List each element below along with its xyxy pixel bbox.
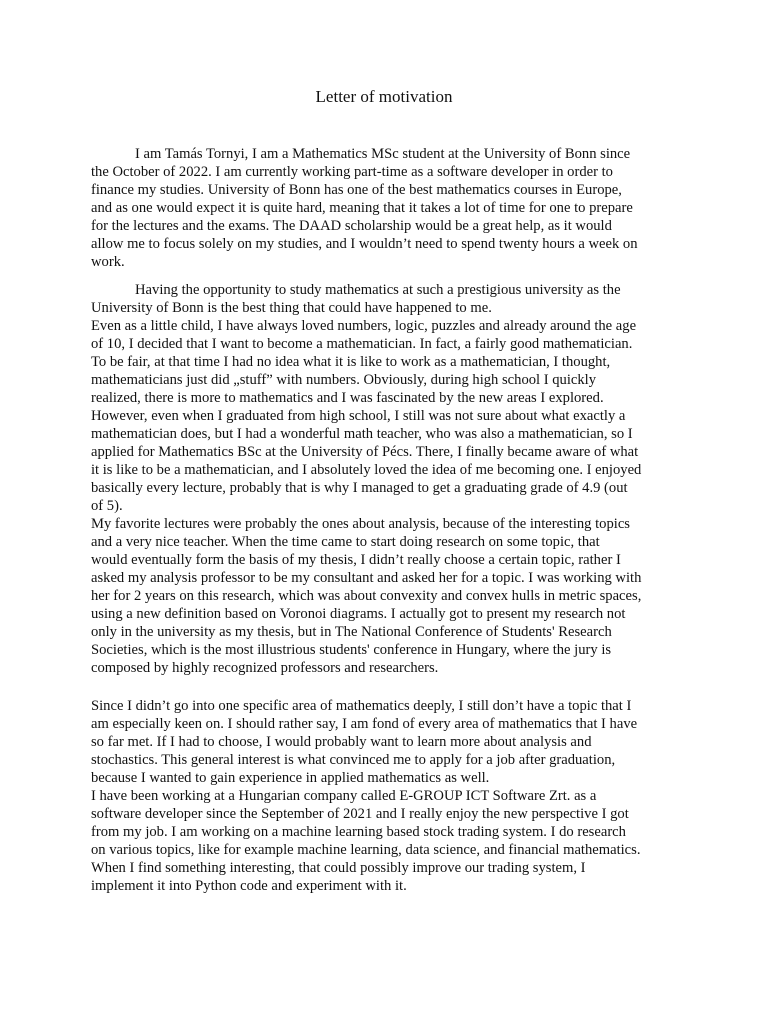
text-line: finance my studies. University of Bonn has one of the best mathematics courses in Europe,	[91, 182, 622, 198]
text-line: for the lectures and the exams. The DAAD scholarship would be a great help, as it would	[91, 218, 612, 234]
text-line: applied for Mathematics BSc at the University of Pécs. There, I finally became aware of what	[91, 444, 639, 460]
text-line: her for 2 years on this research, which was about convexity and convex hulls in metric spaces,	[91, 588, 642, 604]
text-line: am especially keen on. I should rather say, I am fond of every area of mathematics that I have	[91, 716, 638, 732]
text-line: because I wanted to gain experience in applied mathematics as well.	[91, 770, 490, 786]
text-line: allow me to focus solely on my studies, and I wouldn’t need to spend twenty hours a week on	[91, 236, 638, 252]
text-line: Societies, which is the most illustrious students' conference in Hungary, where the jury is	[91, 642, 612, 658]
text-line: mathematician does, but I had a wonderful math teacher, who was also a mathematician, so I	[91, 426, 633, 442]
text-line: using a new definition based on Voronoi diagrams. I actually got to present my research not	[91, 606, 626, 622]
page-title: Letter of motivation	[315, 87, 453, 106]
text-line: composed by highly recognized professors and researchers.	[91, 660, 439, 676]
text-line: implement it into Python code and experiment with it.	[91, 878, 407, 894]
text-line: realized, there is more to mathematics and I was fascinated by the new areas I explored.	[91, 390, 604, 406]
text-line: basically every lecture, probably that is why I managed to get a graduating grade of 4.9 (out	[91, 480, 628, 496]
text-line: from my job. I am working on a machine learning based stock trading system. I do research	[91, 824, 626, 840]
text-line: Even as a little child, I have always loved numbers, logic, puzzles and already around the age	[91, 318, 637, 334]
text-line: When I find something interesting, that could possibly improve our trading system, I	[91, 860, 586, 876]
text-line: To be fair, at that time I had no idea what it is like to work as a mathematician, I thought,	[91, 354, 611, 370]
text-line: on various topics, like for example machine learning, data science, and financial mathematics.	[91, 842, 641, 858]
text-line: and as one would expect it is quite hard, meaning that it takes a lot of time for one to prepare	[91, 200, 633, 216]
text-line: it is like to be a mathematician, and I absolutely loved the idea of me becoming one. I enjoyed	[91, 462, 642, 478]
text-line: only in the university as my thesis, but in The National Conference of Students' Research	[91, 624, 612, 640]
text-line: work.	[91, 254, 125, 270]
text-line: University of Bonn is the best thing that could have happened to me.	[91, 300, 492, 316]
text-line: Since I didn’t go into one specific area of mathematics deeply, I still don’t have a topic that I	[91, 698, 632, 714]
text-line: the October of 2022. I am currently working part-time as a software developer in order to	[91, 164, 613, 180]
text-line: software developer since the September of 2021 and I really enjoy the new perspective I got	[91, 806, 629, 822]
text-line: mathematicians just did „stuff” with numbers. Obviously, during high school I quickly	[91, 372, 597, 388]
text-line: of 10, I decided that I want to become a mathematician. In fact, a fairly good mathematician.	[91, 336, 633, 352]
text-line: Having the opportunity to study mathematics at such a prestigious university as the	[135, 282, 621, 298]
text-line: I am Tamás Tornyi, I am a Mathematics MSc student at the University of Bonn since	[135, 146, 631, 162]
text-line: stochastics. This general interest is what convinced me to apply for a job after graduation,	[91, 752, 616, 768]
text-line: asked my analysis professor to be my consultant and asked her for a topic. I was working with	[91, 570, 642, 586]
text-line: and a very nice teacher. When the time came to start doing research on some topic, that	[91, 534, 600, 550]
text-line: so far met. If I had to choose, I would probably want to learn more about analysis and	[91, 734, 592, 750]
text-line: My favorite lectures were probably the ones about analysis, because of the interesting topics	[91, 516, 630, 532]
text-line: However, even when I graduated from high school, I still was not sure about what exactly a	[91, 408, 626, 424]
text-line: would eventually form the basis of my thesis, I didn’t really choose a certain topic, rather I	[91, 552, 621, 568]
text-line: I have been working at a Hungarian company called E-GROUP ICT Software Zrt. as a	[91, 788, 597, 804]
text-line: of 5).	[91, 498, 123, 514]
